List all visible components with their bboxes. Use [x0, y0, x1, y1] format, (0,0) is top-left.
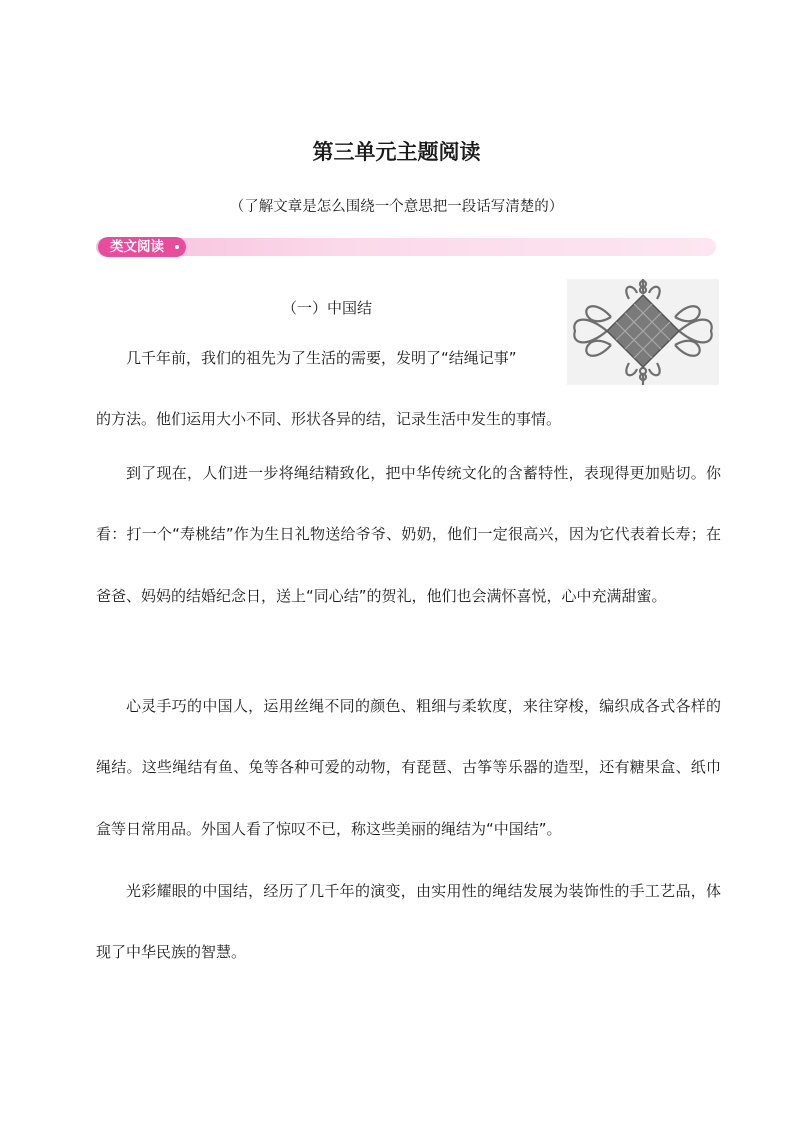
chinese-knot-icon: [567, 279, 719, 385]
dot-icon: [175, 245, 179, 249]
section-header-bar: [96, 238, 716, 256]
paragraph-4: 光彩耀眼的中国结，经历了几千年的演变，由实用性的绳结发展为装饰性的手工艺品，体现了中华民族的智慧。: [96, 882, 721, 962]
chinese-knot-image: [567, 279, 719, 385]
paragraph-3: 心灵手巧的中国人，运用丝绳不同的颜色、粗细与柔软度，来往穿梭，编织成各式各样的绳结。这些绳结有鱼、兔等各种可爱的动物，有琵琶、古筝等乐器的造型，还有糖果盒、纸巾盒等日常用品。外国人看了惊叹不已，称这些美丽的绳结为“中国结”。: [96, 697, 721, 838]
page-title: 第三单元主题阅读: [312, 140, 481, 164]
section-tag-label: 类文阅读: [110, 239, 164, 255]
paragraph-2: 到了现在，人们进一步将绳结精致化，把中华传统文化的含蓄特性，表现得更加贴切。你看：打一个“寿桃结”作为生日礼物送给爷爷、奶奶，他们一定很高兴，因为它代表着长寿；在爸爸、妈妈的结婚纪念日，送上“同心结”的贺礼，他们也会满怀喜悦，心中充满甜蜜。: [96, 464, 721, 605]
paragraph-1: 几千年前，我们的祖先为了生活的需要，发明了“结绳记事”: [126, 349, 517, 367]
section-tag: [98, 237, 186, 257]
paragraph-1-continued: 的方法。他们运用大小不同、形状各异的结，记录生活中发生的事情。: [96, 410, 562, 428]
story-title: （一）中国结: [282, 299, 373, 317]
page-subtitle: （了解文章是怎么围绕一个意思把一段话写清楚的）: [229, 199, 564, 215]
